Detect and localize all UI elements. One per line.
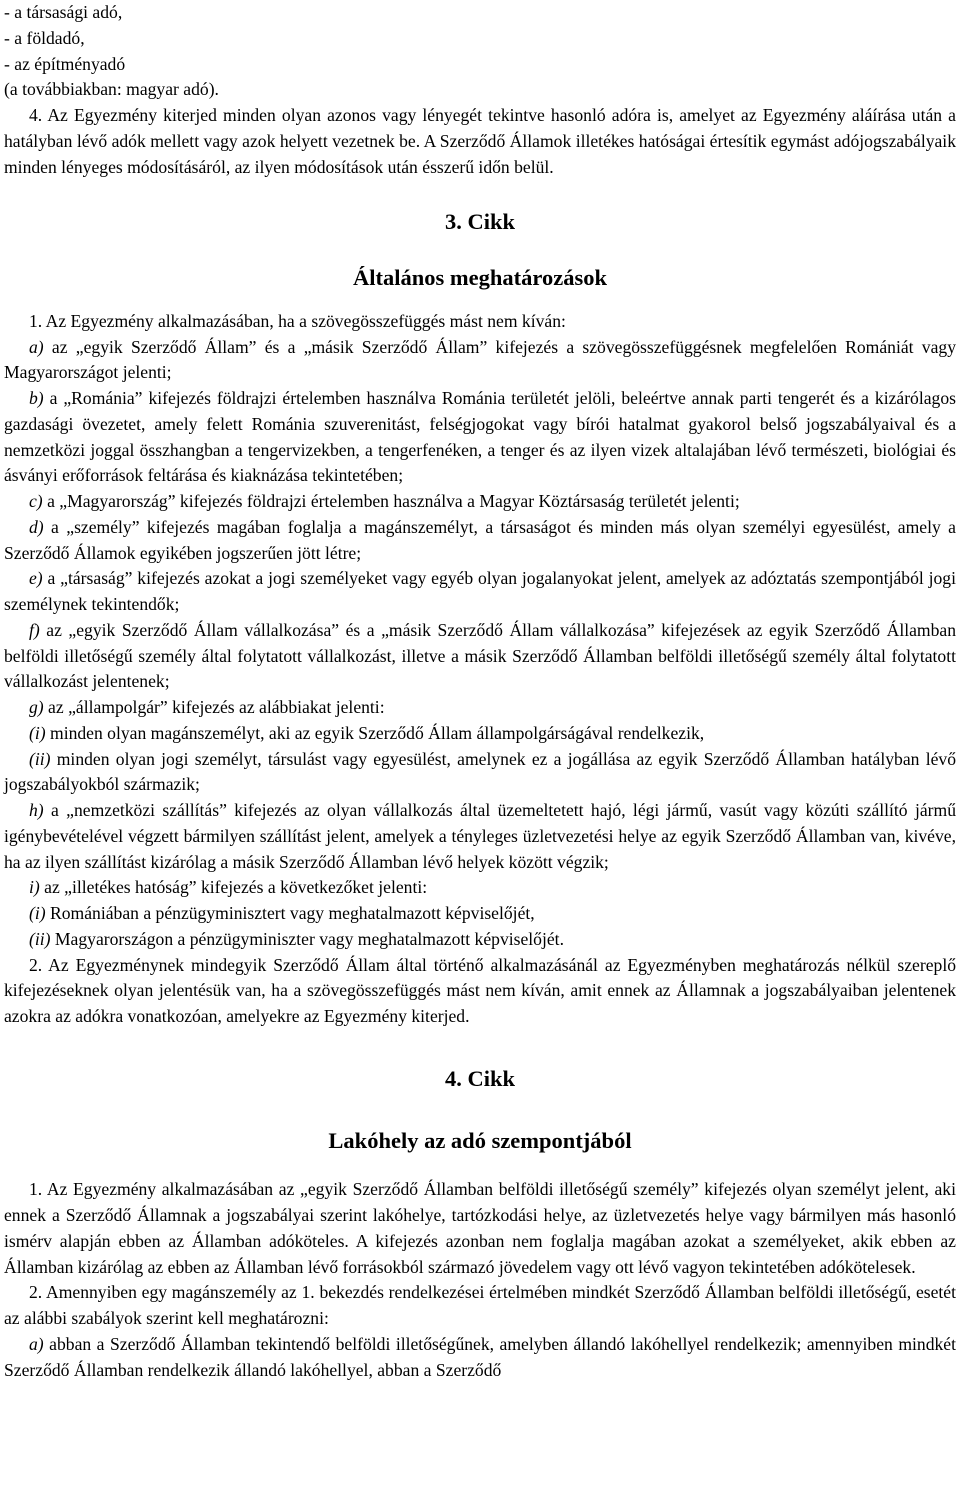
definition-item	[4, 386, 956, 489]
paragraph-article3-2: 2. Az Egyezménynek mindegyik Szerződő Állam által történő alkalmazásánál az Egyezményben meghatározás nélkül szereplő kifejezéseknek olyan jelentésük van, ha a szövegösszefüggés mást nem kíván, amit ennek az Államnak a jogszabályaiban jelentenek azokra az adókra vonatkozóan, amelyekre az Egyezmény kiterjed.	[4, 954, 956, 1026]
item-text: a „Románia” kifejezés földrajzi értelemben használva Románia területét jelöli, beleértve annak parti tengerét és a kizárólagos gazdasági övezetet, amely felett Románia szuverenitást, felségjogokat vagy bírói hatalmat gyakorol belső jogszabályaival és a nemzetközi joggal összhangban a tengervizekben, a tengerfenéken, a tenger és az ilyen vizek altalajában lévő természeti, biológiai és ásványi erőforrások feltárása és kiaknázása tekintetében;	[4, 388, 956, 486]
paragraph-article2-4: 4. Az Egyezmény kiterjed minden olyan azonos vagy lényegét tekintve hasonló adóra is, amelyet az Egyezmény aláírása után a hatályban lévő adók mellett vagy azok helyett vezetnek be. A Szerződő Államok illetékes hatóságai értesítik egymást adójogszabályaik minden lényeges módosításáról, az ilyen módosítások után ésszerű időn belül.	[4, 105, 956, 177]
article3-definitions	[4, 335, 956, 953]
list-item: - a földadó,	[4, 27, 85, 48]
item-label: a)	[29, 1333, 44, 1354]
item-text: az „állampolgár” kifejezés az alábbiakat jelenti:	[43, 697, 385, 717]
item-label: b)	[29, 388, 44, 408]
item-text: Romániában a pénzügyminisztert vagy meghatalmazott képviselőjét,	[45, 903, 535, 923]
paragraph-article4-1: 1. Az Egyezmény alkalmazásában az „egyik Szerződő Államban belföldi illetőségű személy” kifejezés olyan személyt jelent, aki ennek a Szerződő Államnak a jogszabályai szerint lakóhelye, tartózkodási helye, az üzletvezetés helye vagy bármilyen más hasonló ismérv alapján ebben az Államban adóköteles. A kifejezés azonban nem foglalja magában azokat a személyeket, akik ebben az Államban kizárólag az ebben az Államban lévő forrásokból származó jövedelem vagy ott lévő vagyon tekintetében adókötelesek.	[4, 1179, 956, 1277]
definition-item	[4, 798, 956, 875]
list-item: - az építményadó	[4, 53, 126, 74]
item-label: i)	[29, 877, 40, 898]
definition-item	[4, 566, 956, 618]
article3-title: Általános meghatározások	[353, 265, 607, 290]
definition-item	[4, 489, 956, 515]
article4-number: 4. Cikk	[444, 1065, 516, 1091]
list-item: - a társasági adó,	[4, 2, 123, 22]
item-label: c)	[29, 491, 43, 511]
item-label: a)	[29, 336, 44, 357]
document-page	[4, 0, 956, 1383]
item-label: (ii)	[29, 748, 51, 769]
item-label: d)	[29, 516, 44, 537]
definition-item	[4, 695, 956, 721]
article3-number: 3. Cikk	[444, 209, 516, 235]
item-text: az „egyik Szerződő Állam vállalkozása” és a „másik Szerződő Állam vállalkozása” kifejezések az egyik Szerződő Államban belföldi illetőségű személy által folytatott vállalkozást, illetve a másik Szerződő Államban belföldi illetőségű személy által folytatott vállalkozást jelentenek;	[4, 619, 956, 692]
definition-subitem	[4, 927, 956, 953]
item-label: (i)	[29, 903, 46, 923]
article3-intro: 1. Az Egyezmény alkalmazásában, ha a szövegösszefüggés mást nem kíván:	[29, 310, 566, 331]
item-text: a „nemzetközi szállítás” kifejezés az olyan vállalkozás által üzemeltetett hajó, légi jármű, vasút vagy közúti szállító jármű igénybevételével végzett bármilyen szállítást jelent, amelyek a tényleges üzletvezetési helye az egyik Szerződő Államban van, kivéve, ha az ilyen szállítást kizárólag a másik Szerződő Államban lévő helyek között végzik;	[4, 800, 956, 872]
paragraph-article4-2: 2. Amennyiben egy magánszemély az 1. bekezdés rendelkezései értelmében mindkét Szerződő Államban belföldi illetőségű, esetét az alábbi szabályok szerint kell meghatározni:	[4, 1282, 956, 1328]
definition-subitem	[4, 901, 956, 927]
definition-item	[4, 335, 956, 387]
item-label: f)	[29, 619, 40, 640]
tax-list	[4, 0, 956, 103]
item-text: Magyarországon a pénzügyminiszter vagy meghatalmazott képviselőjét.	[50, 928, 564, 949]
item-label: h)	[29, 800, 44, 820]
item-text: abban a Szerződő Államban tekintendő belföldi illetőségűnek, amelyben állandó lakóhellyel rendelkezik; amennyiben mindkét Szerződő Államban rendelkezik állandó lakóhellyel, abban a Szerződő	[4, 1333, 956, 1380]
item-text: minden olyan magánszemélyt, aki az egyik Szerződő Állam állampolgárságával rendelkezik,	[45, 722, 705, 743]
definition-subitem	[4, 721, 956, 747]
definition-item	[4, 1332, 956, 1384]
item-text: az „illetékes hatóság” kifejezés a következőket jelenti:	[39, 877, 428, 898]
definition-item	[4, 875, 956, 901]
item-text: a „Magyarország” kifejezés földrajzi értelemben használva a Magyar Köztársaság területét jelenti;	[42, 491, 740, 511]
item-label: (i)	[29, 722, 46, 743]
item-label: e)	[29, 568, 43, 589]
item-text: a „személy” kifejezés magában foglalja a magánszemélyt, a társaságot és minden más olyan személyi egyesülést, amely a Szerződő Államok egyikében jogszerűen jött létre;	[4, 516, 956, 563]
item-text: az „egyik Szerződő Állam” és a „másik Szerződő Állam” kifejezés a szövegösszefüggésnek megfelelően Romániát vagy Magyarországot jelenti;	[4, 336, 956, 383]
item-label: g)	[29, 697, 44, 717]
definition-subitem	[4, 747, 956, 799]
definition-item	[4, 515, 956, 567]
list-item: (a továbbiakban: magyar adó).	[4, 79, 219, 100]
item-text: minden olyan jogi személyt, társulást vagy egyesülést, amelynek ez a jogállása az egyik Szerződő Államban hatályban lévő jogszabályokból származik;	[4, 748, 956, 795]
article4-title: Lakóhely az adó szempontjából	[328, 1127, 632, 1153]
definition-item	[4, 618, 956, 695]
item-label: (ii)	[29, 928, 51, 949]
item-text: a „társaság” kifejezés azokat a jogi személyeket vagy egyéb olyan jogalanyokat jelent, amelyek az adóztatás szempontjából jogi személynek tekintendők;	[4, 568, 956, 614]
